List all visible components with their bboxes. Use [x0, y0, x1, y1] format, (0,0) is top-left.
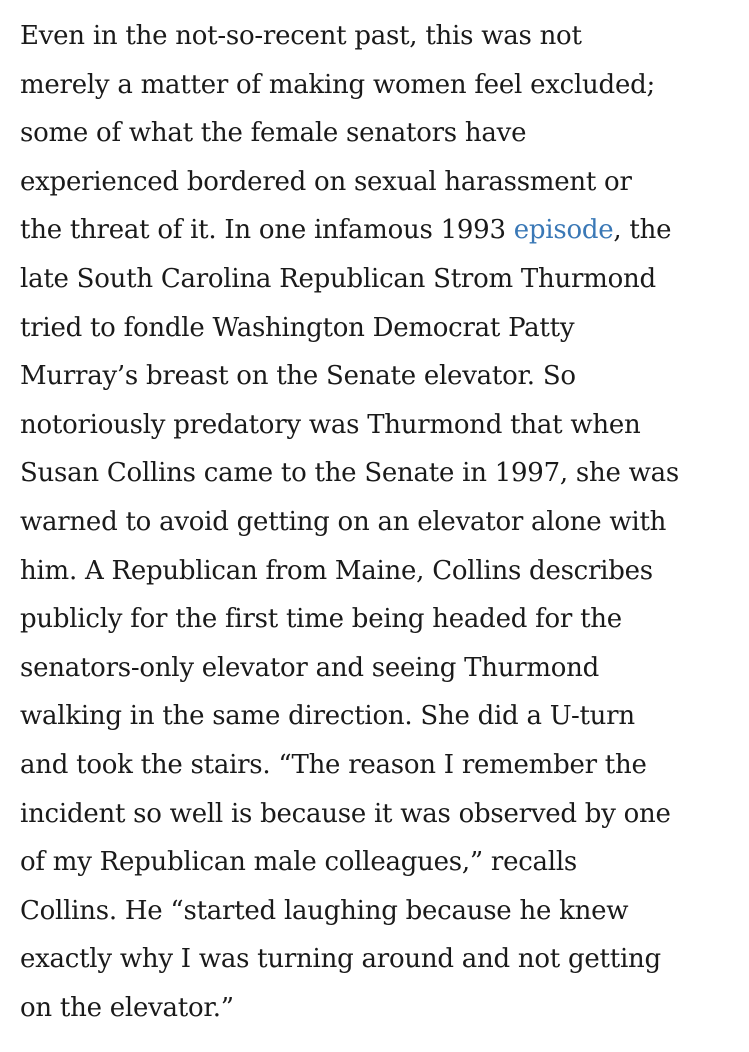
paragraph-line: senators-only elevator and seeing Thurmond: [20, 652, 600, 683]
paragraph-line: exactly why I was turning around and not getting: [20, 944, 661, 975]
line-text-after-link: , the: [613, 215, 672, 246]
paragraph-line: Susan Collins came to the Senate in 1997, she was: [20, 458, 679, 489]
paragraph-line: tried to fondle Washington Democrat Patty: [20, 312, 575, 343]
paragraph-line-with-link: [20, 206, 739, 255]
paragraph-line: walking in the same direction. She did a U-turn: [20, 701, 635, 732]
paragraph-line: experienced bordered on sexual harassment or: [20, 166, 632, 197]
paragraph-line: Collins. He “started laughing because he knew: [20, 895, 629, 926]
paragraph-line: warned to avoid getting on an elevator alone with: [20, 506, 667, 537]
episode-link[interactable]: episode: [513, 215, 614, 246]
paragraph-line: incident so well is because it was observed by one: [20, 798, 671, 829]
paragraph-line: some of what the female senators have: [20, 118, 527, 149]
line-text-before-link: the threat of it. In one infamous 1993: [20, 215, 514, 246]
paragraph-line: of my Republican male colleagues,” recalls: [20, 847, 577, 878]
paragraph-line: notoriously predatory was Thurmond that when: [20, 409, 641, 440]
paragraph-line: publicly for the first time being headed for the: [20, 604, 622, 635]
paragraph-line: and took the stairs. “The reason I remember the: [20, 749, 647, 780]
paragraph-line: him. A Republican from Maine, Collins describes: [20, 555, 653, 586]
paragraph-line: Murray’s breast on the Senate elevator. So: [20, 361, 576, 392]
paragraph-line: Even in the not-so-recent past, this was not: [20, 21, 582, 51]
paragraph-line: late South Carolina Republican Strom Thurmond: [20, 263, 656, 294]
paragraph-line: merely a matter of making women feel excluded;: [20, 69, 655, 100]
paragraph-line: on the elevator.”: [20, 992, 234, 1023]
